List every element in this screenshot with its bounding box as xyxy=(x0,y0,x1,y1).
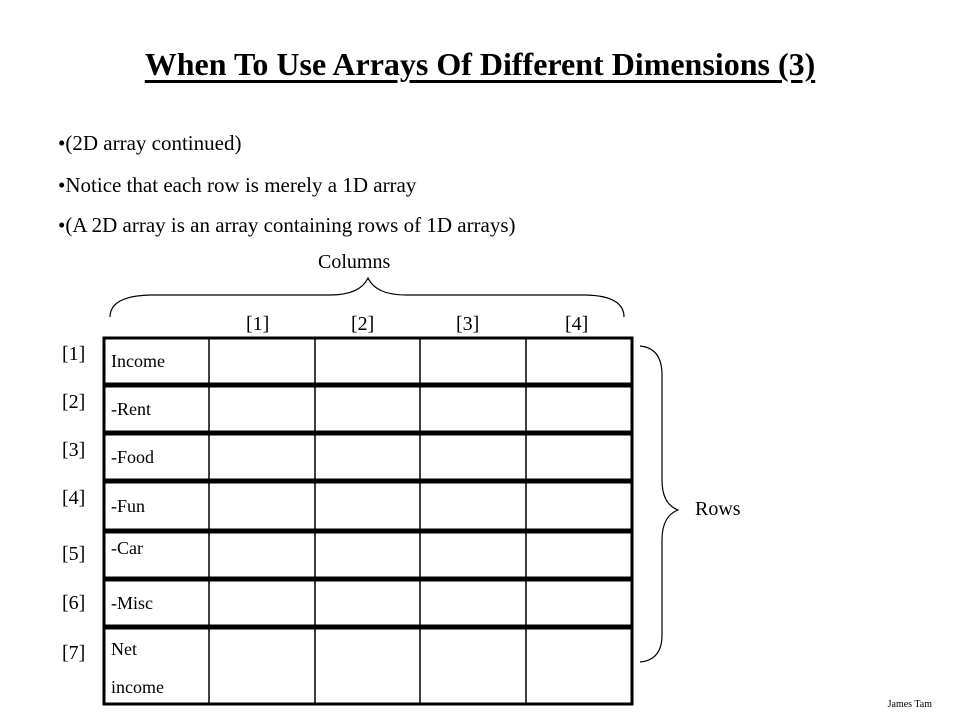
column-index-4: [4] xyxy=(565,313,589,335)
row-label-food: -Food xyxy=(111,447,155,467)
row-index-4: [4] xyxy=(62,487,86,509)
row-label-car: -Car xyxy=(111,538,143,558)
row-label-misc: -Misc xyxy=(111,593,153,613)
columns-label: Columns xyxy=(318,251,391,273)
rows-label: Rows xyxy=(695,498,741,520)
bullet-2: •Notice that each row is merely a 1D array xyxy=(58,173,417,197)
table-row-1 xyxy=(104,338,632,384)
row-index-5: [5] xyxy=(62,543,86,565)
row-index-6: [6] xyxy=(62,592,86,614)
row-index-1: [1] xyxy=(62,343,86,365)
row-label-income-2: income xyxy=(111,677,164,697)
row-index-2: [2] xyxy=(62,391,86,413)
row-label-rent: -Rent xyxy=(111,399,151,419)
table-row-7 xyxy=(104,628,632,704)
column-index-2: [2] xyxy=(351,313,375,335)
row-index-7: [7] xyxy=(62,642,86,664)
table-row-6 xyxy=(104,580,632,626)
row-label-fun: -Fun xyxy=(111,496,146,516)
rows-brace xyxy=(640,346,678,662)
bullet-3: •(A 2D array is an array containing rows of 1D arrays) xyxy=(58,213,516,237)
columns-brace xyxy=(110,278,624,317)
row-index-3: [3] xyxy=(62,439,86,461)
slide-title: When To Use Arrays Of Different Dimensions (3) xyxy=(144,46,816,82)
column-index-3: [3] xyxy=(456,313,480,335)
row-label-net: Net xyxy=(111,639,137,659)
author-signature: James Tam xyxy=(887,699,932,710)
bullet-1: •(2D array continued) xyxy=(58,131,242,155)
column-index-1: [1] xyxy=(246,313,270,335)
table-row-4 xyxy=(104,482,632,530)
table-row-5 xyxy=(104,532,632,578)
table-row-2 xyxy=(104,386,632,432)
table-row-3 xyxy=(104,434,632,480)
row-label-income: Income xyxy=(111,351,165,371)
